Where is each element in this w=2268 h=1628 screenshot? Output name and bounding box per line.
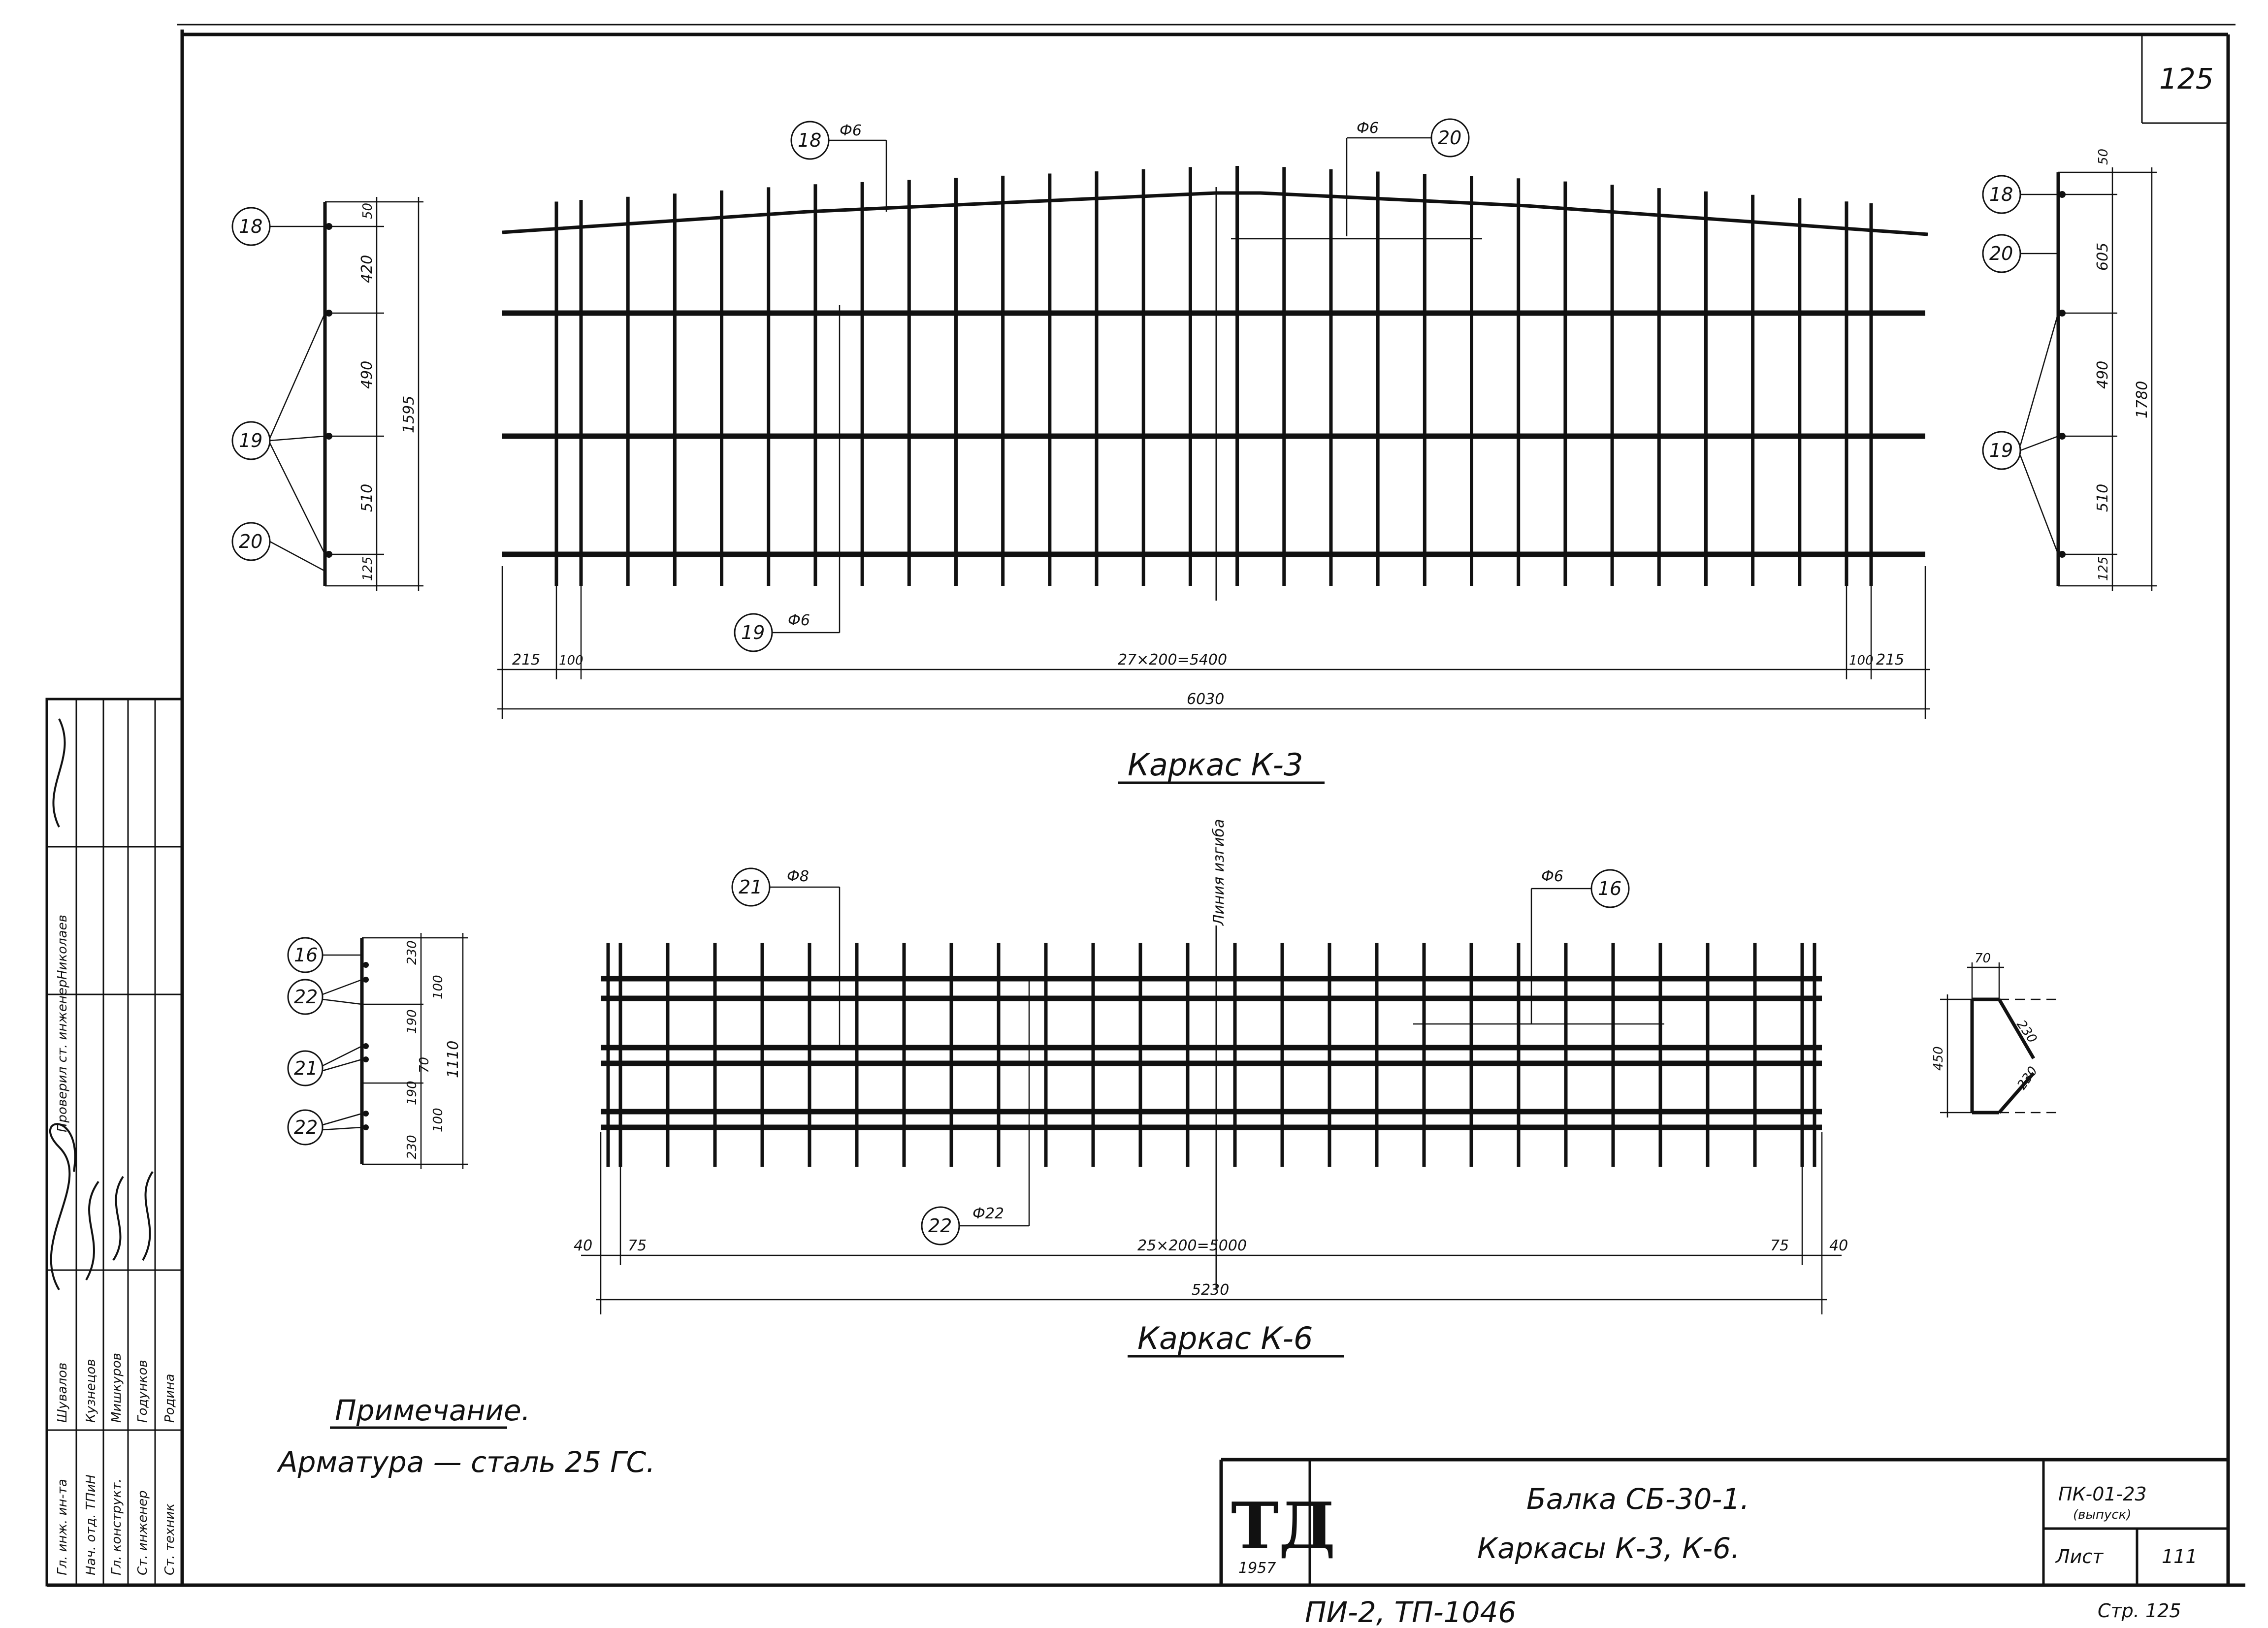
note bbox=[276, 1394, 655, 1479]
k3-dia-20: Ф6 bbox=[1357, 120, 1379, 137]
k3l-d5: 125 bbox=[360, 556, 375, 581]
k6l-total: 1110 bbox=[445, 1040, 462, 1078]
k6-callout-16-text: 16 bbox=[1598, 878, 1622, 899]
k3r-d4: 510 bbox=[2094, 483, 2111, 512]
k6-dia-22: Ф22 bbox=[972, 1205, 1004, 1222]
k3-stirrups bbox=[556, 166, 1871, 586]
k6-dim-right-first: 75 bbox=[1770, 1237, 1789, 1254]
k6l-d3: 190 bbox=[405, 1009, 420, 1034]
k3l-d3: 490 bbox=[358, 360, 376, 389]
k6-dim-left-first: 75 bbox=[628, 1237, 647, 1254]
k3r-d5: 125 bbox=[2096, 556, 2111, 581]
k3r-d3: 490 bbox=[2094, 360, 2111, 389]
stamp-upper-name: Николаев bbox=[55, 915, 70, 980]
k6-dia-21: Ф8 bbox=[787, 868, 809, 885]
k6-callout-22-text: 22 bbox=[928, 1215, 952, 1237]
k3-callout-18-text: 18 bbox=[798, 129, 822, 151]
k3-dim-spacing: 27×200=5400 bbox=[1118, 651, 1228, 669]
logo-year: 1957 bbox=[1238, 1560, 1276, 1577]
title-code2: (выпуск) bbox=[2073, 1507, 2132, 1522]
k6l-d2: 100 bbox=[431, 975, 446, 999]
k3-dim-left-first: 100 bbox=[559, 653, 583, 668]
k3l-callout-18-text: 18 bbox=[239, 216, 263, 237]
k3l-callout-20-text: 20 bbox=[239, 531, 263, 552]
stamp-name: Мишкуров bbox=[109, 1353, 124, 1423]
k6-callout-21-text: 21 bbox=[739, 876, 763, 898]
k3-dim-total: 6030 bbox=[1187, 691, 1225, 708]
k6l-d7: 230 bbox=[405, 1135, 420, 1159]
k3r-d1: 50 bbox=[2096, 148, 2111, 165]
frame-k6 bbox=[574, 819, 1848, 1356]
bottom-refs: ПИ-2, ТП-1046 bbox=[1305, 1596, 1517, 1628]
k3-top-chord bbox=[502, 193, 1928, 234]
k6l-d5: 190 bbox=[405, 1081, 420, 1105]
k3-dim-right-first: 100 bbox=[1849, 653, 1874, 668]
k3-dim-right-end: 215 bbox=[1876, 651, 1905, 669]
k3l-d4: 510 bbox=[358, 483, 376, 512]
k3r-d2: 605 bbox=[2094, 242, 2111, 271]
k6-section-small bbox=[1931, 951, 2058, 1117]
k3-callout-19-text: 19 bbox=[741, 622, 765, 643]
k3r-callout-20-text: 20 bbox=[1989, 243, 2013, 264]
small-d-diag1: 230 bbox=[2013, 1017, 2040, 1046]
k6l-d1: 230 bbox=[405, 940, 420, 965]
k3-dia-18: Ф6 bbox=[840, 122, 862, 139]
frame-k3 bbox=[497, 119, 1930, 783]
k6-dim-spacing: 25×200=5000 bbox=[1137, 1237, 1247, 1254]
k3r-total: 1780 bbox=[2134, 381, 2151, 418]
small-d-top: 70 bbox=[1975, 951, 1991, 966]
k6-title: Каркас К-6 bbox=[1137, 1320, 1313, 1356]
k3-dia-19: Ф6 bbox=[788, 612, 810, 629]
title-code: ПК-01-23 bbox=[2058, 1483, 2147, 1505]
k3l-callout-19-text: 19 bbox=[239, 430, 263, 451]
k6-section-left bbox=[288, 933, 468, 1169]
stamp-role: Гл. инж. ин-та bbox=[55, 1479, 70, 1575]
k3-dim-left-end: 215 bbox=[512, 651, 541, 669]
signature-stamp bbox=[47, 699, 182, 1585]
stamp-name: Шувалов bbox=[55, 1362, 70, 1423]
k6-dia-16: Ф6 bbox=[1541, 868, 1563, 885]
k3-callout-20-text: 20 bbox=[1438, 127, 1462, 149]
stamp-name: Кузнецов bbox=[84, 1359, 98, 1423]
k6l-callout-22a-text: 22 bbox=[294, 986, 318, 1008]
small-d-diag2: 230 bbox=[2014, 1064, 2041, 1093]
page-number: 125 bbox=[2159, 62, 2214, 96]
stamp-role: Нач. отд. ТПиН bbox=[84, 1474, 98, 1575]
stamp-role: Ст. инженер bbox=[135, 1490, 150, 1575]
k6l-callout-16-text: 16 bbox=[294, 944, 318, 966]
stamp-role: Ст. техник bbox=[162, 1503, 177, 1575]
k6l-d6: 100 bbox=[431, 1108, 446, 1132]
k3-section-right bbox=[1983, 149, 2157, 591]
stamp-rows bbox=[55, 915, 177, 1575]
logo: ТД bbox=[1231, 1488, 1336, 1564]
title-block bbox=[1221, 1460, 2228, 1585]
k6-dim-right-end: 40 bbox=[1829, 1237, 1848, 1254]
stamp-name: Родина bbox=[162, 1373, 177, 1423]
title-sheet-no: 111 bbox=[2162, 1546, 2198, 1567]
small-d-side: 450 bbox=[1931, 1046, 1946, 1071]
stamp-role: Гл. конструкт. bbox=[109, 1478, 124, 1575]
k6-dim-left-end: 40 bbox=[574, 1237, 593, 1254]
k3l-d1: 50 bbox=[360, 202, 375, 219]
k6l-d4: 70 bbox=[417, 1056, 432, 1073]
title-sheet-label: Лист bbox=[2056, 1546, 2104, 1567]
k3r-callout-19-text: 19 bbox=[1989, 440, 2013, 461]
k6l-callout-21-text: 21 bbox=[294, 1057, 318, 1079]
k3-title: Каркас К-3 bbox=[1128, 747, 1303, 783]
note-text: Арматура — сталь 25 ГС. bbox=[278, 1445, 655, 1479]
k6l-callout-22b-text: 22 bbox=[294, 1117, 318, 1138]
bottom-page: Стр. 125 bbox=[2098, 1600, 2181, 1622]
k3l-total: 1595 bbox=[400, 395, 418, 433]
k6-dim-total: 5230 bbox=[1192, 1281, 1230, 1299]
k6-bend-line: Линия изгиба bbox=[1210, 819, 1228, 926]
stamp-name: Годунков bbox=[135, 1360, 150, 1423]
stamp-upper-role: Проверил ст. инженер bbox=[55, 979, 70, 1132]
title-line2: Каркасы К-3, К-6. bbox=[1477, 1532, 1740, 1565]
title-line1: Балка СБ-30-1. bbox=[1526, 1482, 1750, 1516]
k3r-callout-18-text: 18 bbox=[1989, 184, 2013, 205]
k3-section-left bbox=[232, 197, 423, 591]
k3l-d2: 420 bbox=[358, 255, 376, 283]
note-heading: Примечание. bbox=[335, 1394, 531, 1427]
